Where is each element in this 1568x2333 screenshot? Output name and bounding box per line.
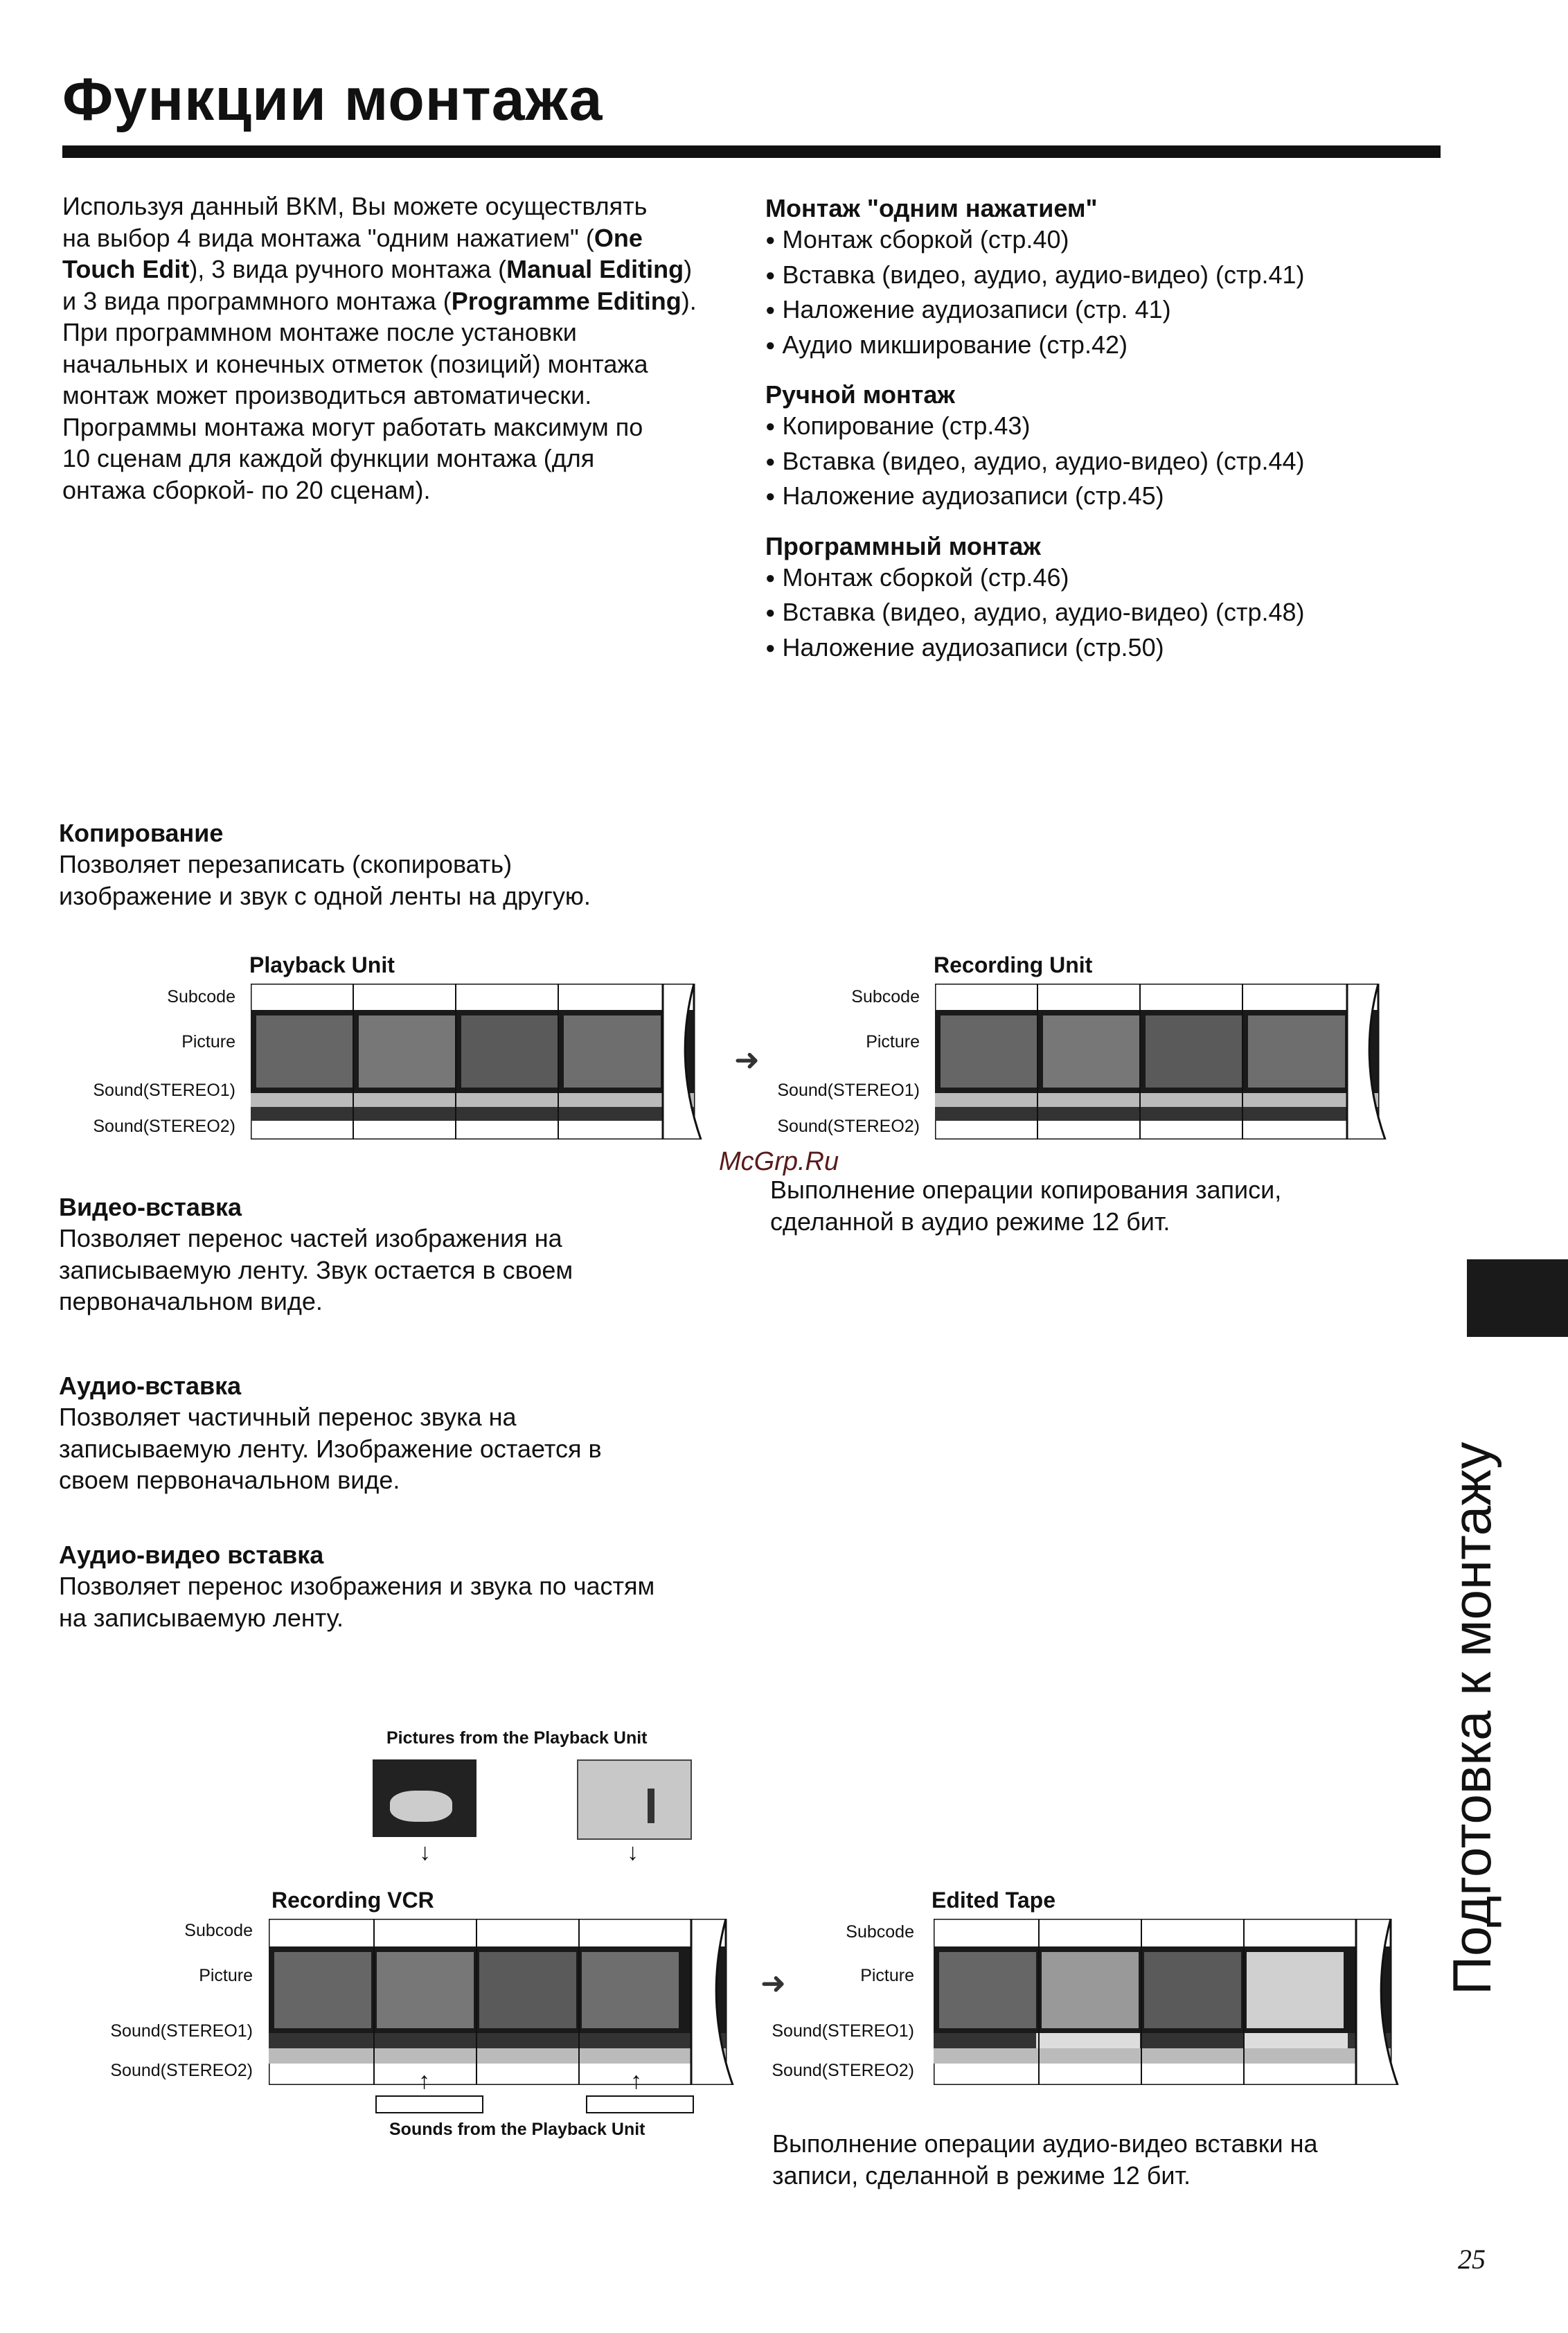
- side-tab-text: Подготовка к монтажу: [1441, 1442, 1502, 1995]
- page-number: 25: [1458, 2244, 1486, 2275]
- arrow-right-icon: ➜: [760, 1967, 786, 2001]
- track-label: Picture: [199, 1966, 253, 1985]
- picture-thumbnail: [577, 1759, 692, 1840]
- intro-line: онтажа сборкой- по 20 сценам).: [62, 475, 431, 504]
- section-line: Позволяет перезаписать (скопировать): [59, 850, 513, 878]
- section-video-insert: [59, 1191, 751, 1318]
- caption-copy: [770, 1174, 1393, 1237]
- track-label: Sound(STEREO1): [772, 2021, 914, 2041]
- manual-list: [765, 410, 1402, 515]
- sound-segment-box: [375, 2095, 483, 2113]
- list-item: ● Монтаж сборкой (стр.46): [765, 562, 1402, 597]
- tape-strip-recording: [935, 984, 1389, 1139]
- caption-line: Выполнение операции аудио-видео вставки на: [772, 2129, 1318, 2158]
- recording-unit-title: Recording Unit: [934, 952, 1093, 977]
- sounds-label: Sounds from the Playback Unit: [389, 2120, 645, 2139]
- list-item: ● Вставка (видео, аудио, аудио-видео) (стр.44): [765, 445, 1402, 481]
- track-label: Sound(STEREO2): [772, 2061, 914, 2080]
- list-item: ● Вставка (видео, аудио, аудио-видео) (стр.48): [765, 596, 1402, 632]
- title-rule: [62, 145, 1441, 158]
- list-item: ● Монтаж сборкой (стр.40): [765, 224, 1402, 259]
- side-tab-marker: [1467, 1259, 1568, 1337]
- tape-strip-edited: [934, 1919, 1405, 2085]
- intro-line: При программном монтаже после установки: [62, 318, 577, 346]
- section-line: Позволяет частичный перенос звука на: [59, 1403, 517, 1431]
- intro-paragraph: [62, 190, 762, 506]
- watermark: McGrp.Ru: [719, 1147, 839, 1176]
- arrow-down-icon: ↓: [627, 1839, 639, 1865]
- one-touch-list: [765, 224, 1402, 364]
- pictures-label: Pictures from the Playback Unit: [386, 1728, 648, 1748]
- list-item: ● Наложение аудиозаписи (стр.50): [765, 632, 1402, 667]
- section-line: первоначальном виде.: [59, 1287, 323, 1315]
- section-heading: Копирование: [59, 819, 224, 847]
- list-item: ● Наложение аудиозаписи (стр.45): [765, 480, 1402, 515]
- intro-line: и 3 вида программного монтажа (Programme Editing).: [62, 286, 697, 315]
- arrow-down-icon: ↓: [419, 1839, 431, 1865]
- track-label: Subcode: [167, 987, 235, 1006]
- function-lists: [765, 193, 1402, 666]
- list-heading: Программный монтаж: [765, 531, 1041, 560]
- list-item: ● Копирование (стр.43): [765, 410, 1402, 445]
- section-copy: [59, 817, 751, 912]
- list-item: ● Вставка (видео, аудио, аудио-видео) (стр.41): [765, 259, 1402, 294]
- section-heading: Аудио-видео вставка: [59, 1541, 324, 1569]
- track-label: Picture: [181, 1032, 235, 1052]
- list-item: ● Аудио микширование (стр.42): [765, 329, 1402, 364]
- section-line: Позволяет перенос частей изображения на: [59, 1224, 562, 1252]
- section-line: записываемую ленту. Изображение остается в: [59, 1434, 602, 1463]
- section-line: своем первоначальном виде.: [59, 1466, 400, 1494]
- section-line: на записываемую ленту.: [59, 1603, 344, 1632]
- page-title: Функции монтажа: [62, 66, 603, 133]
- arrow-up-icon: ↑: [630, 2068, 642, 2094]
- track-label: Picture: [866, 1032, 920, 1052]
- intro-line: на выбор 4 вида монтажа "одним нажатием" (One: [62, 223, 643, 252]
- edited-tape-title: Edited Tape: [932, 1888, 1055, 1913]
- track-label: Sound(STEREO2): [777, 1117, 920, 1136]
- track-label: Sound(STEREO2): [93, 1117, 235, 1136]
- track-label: Subcode: [846, 1922, 914, 1942]
- intro-line: Программы монтажа могут работать максимум по: [62, 412, 643, 441]
- section-line: Позволяет перенос изображения и звука по частям: [59, 1572, 655, 1600]
- list-heading: Монтаж "одним нажатием": [765, 194, 1098, 222]
- intro-line: начальных и конечных отметок (позиций) монтажа: [62, 349, 648, 378]
- track-label: Picture: [860, 1966, 914, 1985]
- caption-line: записи, сделанной в режиме 12 бит.: [772, 2161, 1191, 2190]
- section-line: записываемую ленту. Звук остается в своем: [59, 1255, 573, 1284]
- section-av-insert: [59, 1539, 786, 1633]
- list-heading: Ручной монтаж: [765, 380, 955, 409]
- track-label: Subcode: [851, 987, 920, 1006]
- track-label: Sound(STEREO1): [93, 1081, 235, 1100]
- intro-line: 10 сценам для каждой функции монтажа (для: [62, 444, 595, 472]
- section-line: изображение и звук с одной ленты на другую.: [59, 881, 591, 910]
- tape-strip-playback: [251, 984, 705, 1139]
- programme-list: [765, 562, 1402, 667]
- tape-strip-recording-vcr: [269, 1919, 740, 2085]
- section-heading: Аудио-вставка: [59, 1372, 242, 1400]
- recording-vcr-title: Recording VCR: [271, 1888, 434, 1913]
- arrow-up-icon: ↑: [418, 2068, 430, 2094]
- playback-unit-title: Playback Unit: [249, 952, 395, 977]
- picture-thumbnail: [373, 1759, 476, 1837]
- track-label: Sound(STEREO1): [110, 2021, 253, 2041]
- intro-line: монтаж может производиться автоматически.: [62, 381, 592, 409]
- list-item: ● Наложение аудиозаписи (стр. 41): [765, 294, 1402, 329]
- track-label: Sound(STEREO1): [777, 1081, 920, 1100]
- sound-segment-box: [586, 2095, 694, 2113]
- track-label: Subcode: [184, 1921, 253, 1940]
- arrow-right-icon: ➜: [734, 1043, 760, 1077]
- intro-line: Используя данный ВКМ, Вы можете осуществлять: [62, 192, 648, 220]
- caption-av-insert: [772, 2128, 1396, 2191]
- caption-line: сделанной в аудио режиме 12 бит.: [770, 1207, 1170, 1236]
- section-heading: Видео-вставка: [59, 1193, 242, 1221]
- track-label: Sound(STEREO2): [110, 2061, 253, 2080]
- section-audio-insert: [59, 1370, 751, 1496]
- caption-line: Выполнение операции копирования записи,: [770, 1176, 1282, 1204]
- intro-line: Touch Edit), 3 вида ручного монтажа (Manual Editing): [62, 255, 693, 283]
